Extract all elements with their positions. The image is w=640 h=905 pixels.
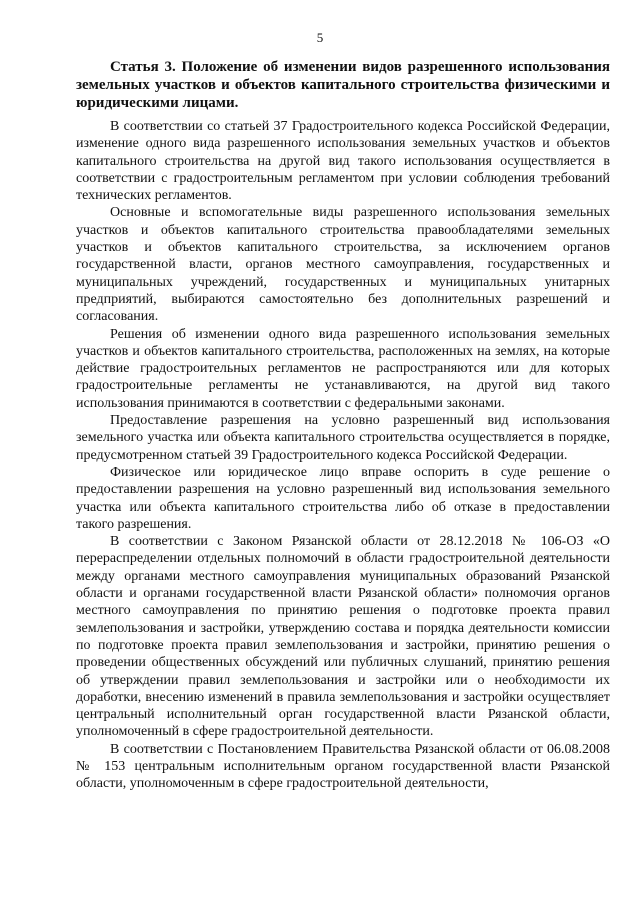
article-paragraph-2: Основные и вспомогательные виды разрешенного использования земельных участков и объектов капитального строительства правообладателями земельных участков и объектов капитального строительства, за исключением органов государственной власти, органов местного самоуправления, государственных и муниципальных учреждений, государственных и муниципальных унитарных предприятий, выбираются самостоятельно без дополнительных разрешений и согласования. (76, 205, 610, 325)
article-paragraph-5: Физическое или юридическое лицо вправе оспорить в суде решение о предоставлении разрешения на условно разрешенный вид использования земельного участка или объекта капитального строительства либо об отказе в предоставлении такого разрешения. (76, 464, 610, 532)
article-paragraph-7: В соответствии с Постановлением Правительства Рязанской области от 06.08.2008 № 153 центральным исполнительным органом государственной власти Рязанской области, уполномоченным в сфере градостроительной деятельности, (76, 741, 610, 792)
page-number: 5 (316, 30, 324, 45)
article-paragraph-1: В соответствии со статьей 37 Градостроительного кодекса Российской Федерации, изменение одного вида разрешенного использования земельных участков и объектов капитального строительства на другой вид такого использования осуществляется в соответствии с градостроительным регламентом при условии соблюдения требований технических регламентов. (76, 119, 610, 204)
article-paragraph-6: В соответствии с Законом Рязанской области от 28.12.2018 № 106-ОЗ «О перераспределении отдельных полномочий в области градостроительной деятельности между органами местного самоуправления муниципальных образований Рязанской области и органами государственной власти Рязанской области» полномочия органов местного самоуправления по принятию решения о подготовке проекта правил землепользования и застройки, утверждению состава и порядка деятельности комиссии по подготовке проекта правил землепользования и застройки, принятию решения о проведении общественных обсуждений или публичных слушаний, принятию решения об утверждении правил землепользования и застройки или о необходимости их доработки, внесению изменений в правила землепользования и застройки осуществляет центральный исполнительный орган государственной власти Рязанской области, уполномоченный в сфере градостроительной деятельности. (76, 534, 610, 740)
article-title: Статья 3. Положение об изменении видов разрешенного использования земельных участков и объектов капитального строительства физическими и юридическими лицами. (76, 59, 610, 111)
article-content (76, 58, 610, 793)
article-paragraph-3: Решения об изменении одного вида разрешенного использования земельных участков и объектов капитального строительства, расположенных на землях, на которые действие градостроительных регламентов не распространяются или для которых градостроительные регламенты не устанавливаются, на другой вид такого использования принимаются в соответствии с федеральными законами. (76, 326, 610, 411)
article-paragraph-4: Предоставление разрешения на условно разрешенный вид использования земельного участка или объекта капитального строительства осуществляется в порядке, предусмотренном статьей 39 Градостроительного кодекса Российской Федерации. (76, 413, 610, 463)
